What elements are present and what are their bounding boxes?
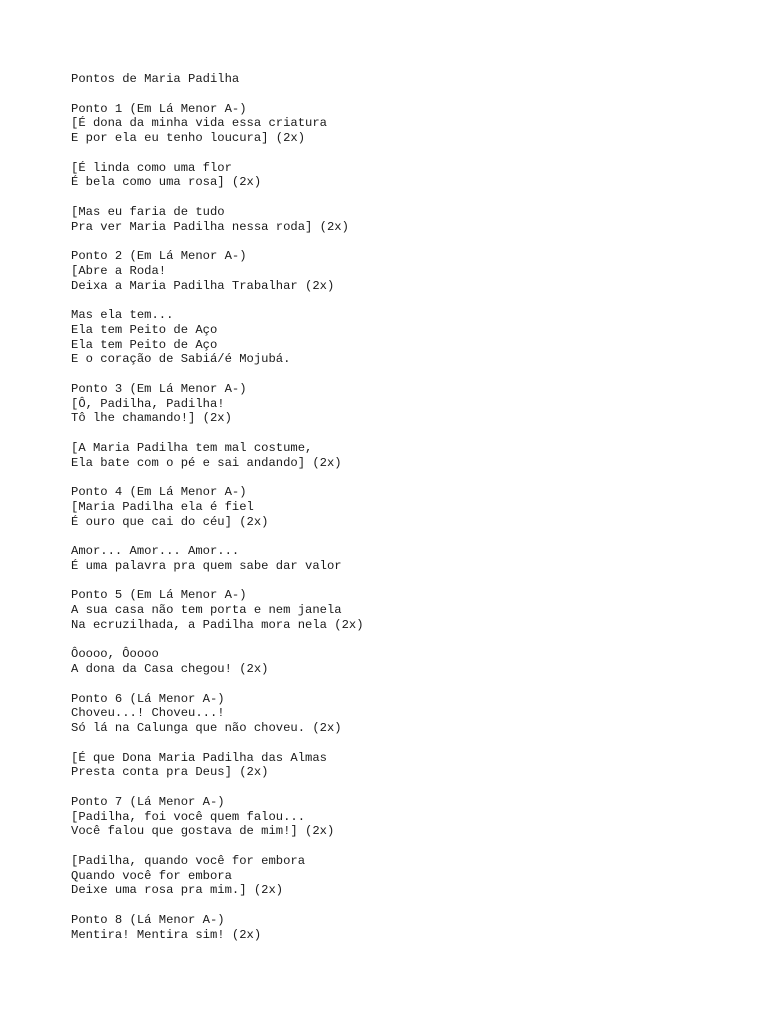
verse-block [71, 161, 751, 191]
verse-line: Choveu...! Choveu...! [71, 706, 225, 721]
verse-block [71, 751, 751, 781]
ponto-heading: Ponto 5 (Em Lá Menor A-) [71, 588, 247, 603]
verse-line: Pra ver Maria Padilha nessa roda] (2x) [71, 219, 349, 234]
ponto-heading: Ponto 6 (Lá Menor A-) [71, 691, 225, 706]
verse-block [71, 795, 751, 839]
verse-line: [Padilha, foi você quem falou... [71, 809, 306, 824]
verse-line: Amor... Amor... Amor... [71, 544, 240, 558]
verse-block [71, 647, 751, 677]
verse-line: [Maria Padilha ela é fiel [71, 499, 254, 514]
verse-line: Mas ela tem... [71, 308, 174, 322]
verse-block [71, 692, 751, 736]
verse-block [71, 485, 751, 529]
document-page [71, 72, 751, 942]
verse-line: Só lá na Calunga que não choveu. (2x) [71, 721, 342, 735]
verse-line: Ela tem Peito de Aço [71, 322, 218, 337]
verse-line: [É que Dona Maria Padilha das Almas [71, 750, 327, 765]
verse-line: É ouro que cai do céu] (2x) [71, 514, 269, 529]
verse-line: [Abre a Roda! [71, 263, 167, 278]
verse-block [71, 913, 751, 943]
verse-line: Ela tem Peito de Aço [71, 337, 218, 352]
verse-line: Deixa a Maria Padilha Trabalhar (2x) [71, 278, 335, 293]
verse-block [71, 102, 751, 146]
verse-line: [Mas eu faria de tudo [71, 204, 225, 219]
verse-line: [É linda como uma flor [71, 160, 232, 175]
verse-line: A dona da Casa chegou! (2x) [71, 662, 269, 676]
verse-line: [A Maria Padilha tem mal costume, [71, 440, 313, 455]
document-title: Pontos de Maria Padilha [71, 72, 240, 86]
verse-line: E o coração de Sabiá/é Mojubá. [71, 352, 291, 367]
verse-line: [Padilha, quando você for embora [71, 853, 306, 868]
verse-line: É uma palavra pra quem sabe dar valor [71, 558, 342, 573]
verse-line: Quando você for embora [71, 868, 232, 883]
verse-line: Ôoooo, Ôoooo [71, 647, 159, 662]
verse-block [71, 544, 751, 574]
verse-line: E por ela eu tenho loucura] (2x) [71, 131, 306, 145]
ponto-heading: Ponto 8 (Lá Menor A-) [71, 912, 225, 927]
verse-line: Mentira! Mentira sim! (2x) [71, 927, 262, 942]
verse-line: Deixe uma rosa pra mim.] (2x) [71, 883, 284, 898]
verse-block [71, 854, 751, 898]
ponto-heading: Ponto 4 (Em Lá Menor A-) [71, 485, 247, 499]
verse-line: Ela bate com o pé e sai andando] (2x) [71, 455, 342, 470]
verses-container [71, 102, 751, 943]
verse-block [71, 308, 751, 367]
ponto-heading: Ponto 3 (Em Lá Menor A-) [71, 381, 247, 396]
verse-line: Na ecruzilhada, a Padilha mora nela (2x) [71, 617, 364, 632]
verse-line: A sua casa não tem porta e nem janela [71, 603, 342, 617]
ponto-heading: Ponto 1 (Em Lá Menor A-) [71, 101, 247, 116]
verse-block [71, 588, 751, 632]
verse-block [71, 249, 751, 293]
ponto-heading: Ponto 7 (Lá Menor A-) [71, 794, 225, 809]
verse-block [71, 205, 751, 235]
verse-line: Tô lhe chamando!] (2x) [71, 411, 232, 426]
verse-line: É bela como uma rosa] (2x) [71, 175, 262, 190]
verse-line: Presta conta pra Deus] (2x) [71, 765, 269, 780]
verse-block [71, 441, 751, 471]
verse-line: [Ô, Padilha, Padilha! [71, 396, 225, 411]
verse-line: [É dona da minha vida essa criatura [71, 116, 327, 131]
verse-block [71, 382, 751, 426]
ponto-heading: Ponto 2 (Em Lá Menor A-) [71, 249, 247, 263]
verse-line: Você falou que gostava de mim!] (2x) [71, 824, 335, 839]
